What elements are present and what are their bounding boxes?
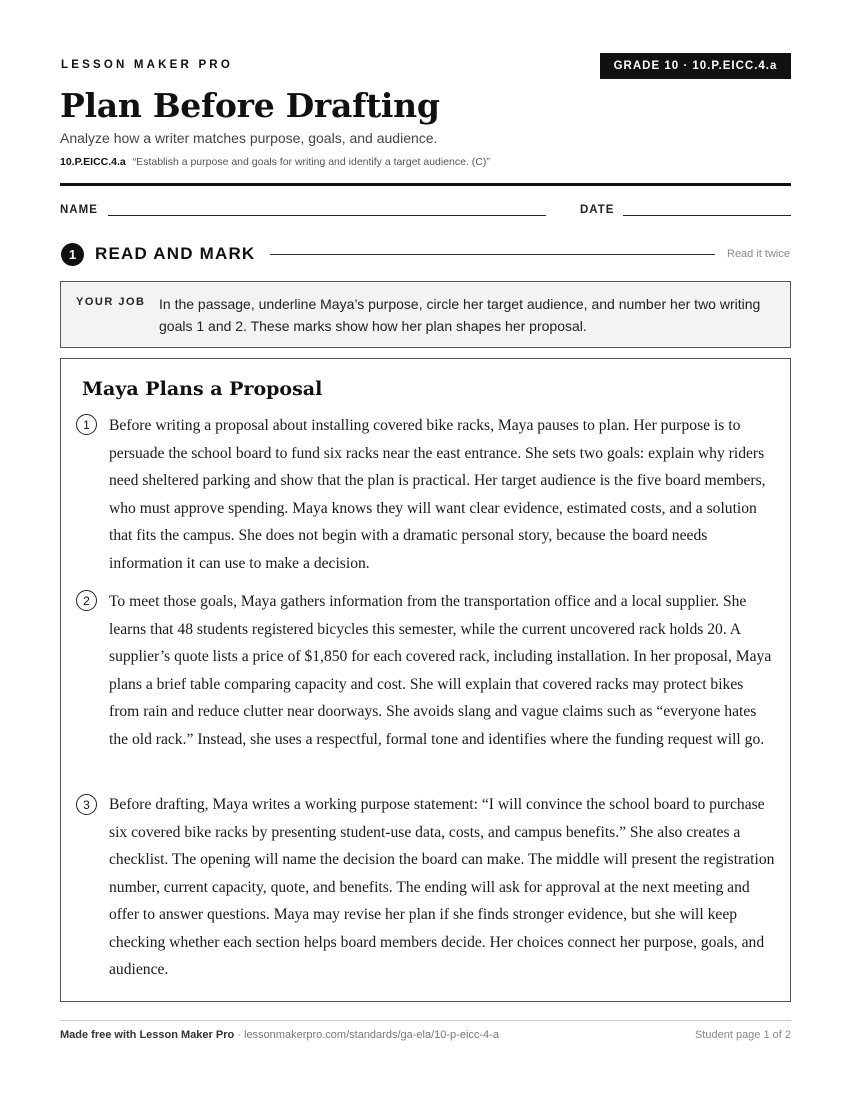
name-label: NAME	[60, 204, 98, 216]
paragraph-number-1: 1	[76, 414, 97, 435]
standard-line	[60, 156, 490, 168]
footer-page-number: Student page 1 of 2	[694, 1029, 791, 1041]
footer-divider	[60, 1020, 791, 1021]
section-divider	[270, 254, 715, 255]
your-job-text: In the passage, underline Maya’s purpose, circle her target audience, and number her two writing goals 1 and 2. These marks show how her plan shapes her proposal.	[159, 296, 761, 334]
your-job-box	[60, 281, 791, 348]
date-label: DATE	[580, 204, 615, 216]
standard-text: “Establish a purpose and goals for writing and identify a target audience. (C)”	[132, 156, 490, 168]
standard-code: 10.P.EICC.4.a	[60, 156, 126, 168]
passage-paragraph-2: To meet those goals, Maya gathers information from the transportation office and a local supplier. She learns that 48 students registered bicycles this semester, while the current uncovered rack holds 20. A supplier’s quote lists a price of $1,850 for each covered rack, including installation. In her proposal, Maya plans a brief table comparing capacity and cost. She will explain that covered racks may protect bikes from rain and reduce clutter near doorways. She avoids slang and vague claims such as “everyone hates the old rack.” Instead, she uses a respectful, formal tone and identifies where the funding request will go.	[109, 593, 772, 748]
passage-box	[60, 358, 791, 1002]
footer-made-with: Made free with Lesson Maker Pro	[60, 1029, 235, 1041]
header-divider	[60, 183, 791, 186]
page-title: Plan Before Drafting	[60, 86, 440, 125]
your-job-label: YOUR JOB	[76, 296, 146, 308]
section-number-badge: 1	[61, 243, 84, 266]
name-field-line[interactable]	[108, 215, 546, 216]
section-note: Read it twice	[727, 248, 790, 260]
date-field-line[interactable]	[623, 215, 791, 216]
passage-title: Maya Plans a Proposal	[82, 378, 323, 400]
footer-credit	[60, 1029, 499, 1041]
brand-name: LESSON MAKER PRO	[61, 59, 233, 71]
footer-url[interactable]: · lessonmakerpro.com/standards/ga-ela/10-p-eicc-4-a	[234, 1029, 499, 1041]
passage-paragraph-1: Before writing a proposal about installing covered bike racks, Maya pauses to plan. Her purpose is to persuade the school board to fund six racks near the east entrance. She sets two goals: explain why riders need sheltered parking and show that the plan is practical. Her target audience is the five board members, who must approve spending. Maya knows they will want clear evidence, estimated costs, and a solution that fits the campus. She does not begin with a dramatic personal story, because the board needs information it can use to make a decision.	[109, 417, 766, 572]
grade-badge: GRADE 10 · 10.P.EICC.4.a	[600, 53, 791, 79]
paragraph-number-2: 2	[76, 590, 97, 611]
paragraph-number-3: 3	[76, 794, 97, 815]
section-title: READ AND MARK	[95, 244, 256, 263]
passage-paragraph-3: Before drafting, Maya writes a working purpose statement: “I will convince the school board to purchase six covered bike racks by presenting student-use data, costs, and campus benefits.” She also creates a checklist. The opening will name the decision the board can make. The middle will present the registration number, current capacity, quote, and benefits. The ending will ask for approval at the next meeting and offer to answer questions. Maya may revise her plan if she finds stronger evidence, but she will keep checking whether each section helps board members decide. Her choices connect her purpose, goals, and audience.	[109, 796, 775, 978]
page-subtitle: Analyze how a writer matches purpose, goals, and audience.	[60, 130, 438, 146]
